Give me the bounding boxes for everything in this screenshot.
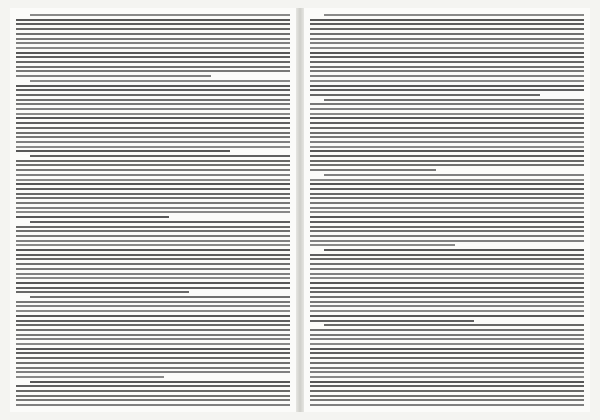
text-line <box>16 164 290 166</box>
text-line <box>310 371 584 373</box>
text-line <box>16 216 169 218</box>
text-line <box>16 320 290 322</box>
text-line <box>16 324 290 326</box>
text-line <box>310 66 584 68</box>
text-line <box>16 240 290 242</box>
text-line <box>16 277 290 279</box>
text-line <box>310 47 584 49</box>
text-line <box>16 291 189 293</box>
text-line <box>310 390 584 392</box>
text-line <box>16 108 290 110</box>
text-line <box>310 352 584 354</box>
text-line <box>16 160 290 162</box>
text-line <box>30 80 290 82</box>
text-line <box>310 33 584 35</box>
text-line <box>16 348 290 350</box>
text-line <box>310 146 584 148</box>
text-line <box>310 277 584 279</box>
text-line <box>310 117 584 119</box>
text-line <box>310 385 584 387</box>
text-line <box>16 282 290 284</box>
text-line <box>16 42 290 44</box>
text-line <box>310 343 584 345</box>
text-line <box>310 85 584 87</box>
text-line <box>16 343 290 345</box>
text-line <box>310 207 584 209</box>
right-page-text <box>310 14 584 394</box>
text-line <box>310 108 584 110</box>
text-line <box>310 169 436 171</box>
text-line <box>16 211 290 213</box>
text-line <box>16 56 290 58</box>
text-line <box>30 14 290 16</box>
text-line <box>16 235 290 237</box>
text-line <box>16 226 290 228</box>
text-line <box>310 226 584 228</box>
text-line <box>16 305 290 307</box>
text-line <box>310 211 584 213</box>
text-line <box>310 150 584 152</box>
text-line <box>310 258 584 260</box>
text-line <box>310 42 584 44</box>
text-line <box>16 141 290 143</box>
text-line <box>310 80 584 82</box>
text-line <box>310 263 584 265</box>
text-line <box>310 52 584 54</box>
text-line <box>16 329 290 331</box>
text-line <box>310 183 584 185</box>
text-line <box>310 164 584 166</box>
text-line <box>310 273 584 275</box>
text-line <box>310 395 584 397</box>
text-line <box>310 113 584 115</box>
text-line <box>324 14 584 16</box>
text-line <box>310 61 584 63</box>
text-line <box>310 136 584 138</box>
text-line <box>310 28 584 30</box>
text-line <box>16 23 290 25</box>
text-line <box>16 122 290 124</box>
text-line <box>16 273 290 275</box>
text-line <box>30 296 290 298</box>
text-line <box>310 376 584 378</box>
text-line <box>310 291 584 293</box>
text-line <box>16 287 290 289</box>
text-line <box>16 301 290 303</box>
text-line <box>310 132 584 134</box>
text-line <box>310 357 584 359</box>
text-line <box>16 230 290 232</box>
text-line <box>16 352 290 354</box>
text-line <box>310 103 584 105</box>
text-line <box>324 99 584 101</box>
text-line <box>16 89 290 91</box>
right-page <box>304 8 590 412</box>
text-line <box>310 221 584 223</box>
text-line <box>310 301 584 303</box>
text-line <box>310 179 584 181</box>
text-line <box>310 70 584 72</box>
text-line <box>310 193 584 195</box>
text-line <box>16 197 290 199</box>
text-line <box>310 89 584 91</box>
text-line <box>16 254 290 256</box>
text-line <box>16 179 290 181</box>
text-line <box>16 371 290 373</box>
text-line <box>16 70 290 72</box>
text-line <box>310 216 584 218</box>
text-line <box>16 94 290 96</box>
text-line <box>16 75 211 77</box>
text-line <box>324 249 584 251</box>
text-line <box>16 150 230 152</box>
text-line <box>16 334 290 336</box>
text-line <box>16 244 290 246</box>
text-line <box>16 395 290 397</box>
text-line <box>310 320 474 322</box>
text-line <box>324 324 584 326</box>
text-line <box>16 193 290 195</box>
text-line <box>30 155 290 157</box>
text-line <box>310 188 584 190</box>
text-line <box>310 23 584 25</box>
text-line <box>16 376 164 378</box>
text-line <box>310 127 584 129</box>
text-line <box>310 235 584 237</box>
text-line <box>16 338 290 340</box>
text-line <box>16 85 290 87</box>
text-line <box>16 19 290 21</box>
text-line <box>16 146 290 148</box>
text-line <box>16 169 290 171</box>
text-line <box>310 240 584 242</box>
text-line <box>16 385 290 387</box>
text-line <box>16 28 290 30</box>
text-line <box>310 282 584 284</box>
text-line <box>16 399 290 401</box>
text-line <box>16 117 290 119</box>
text-line <box>16 174 290 176</box>
text-line <box>16 52 290 54</box>
text-line <box>16 33 290 35</box>
text-line <box>16 61 290 63</box>
text-line <box>310 202 584 204</box>
text-line <box>16 207 290 209</box>
text-line <box>16 258 290 260</box>
text-line <box>310 310 584 312</box>
text-line <box>310 155 584 157</box>
text-line <box>310 254 584 256</box>
text-line <box>16 103 290 105</box>
text-line <box>310 38 584 40</box>
text-line <box>310 367 584 369</box>
text-line <box>310 381 584 383</box>
left-page <box>10 8 296 412</box>
text-line <box>16 183 290 185</box>
text-line <box>16 315 290 317</box>
text-line <box>310 19 584 21</box>
text-line <box>310 399 584 401</box>
text-line <box>310 348 584 350</box>
text-line <box>16 390 290 392</box>
text-line <box>16 249 290 251</box>
text-line <box>310 362 584 364</box>
text-line <box>310 141 584 143</box>
left-page-text <box>16 14 290 394</box>
text-line <box>310 75 584 77</box>
text-line <box>30 381 290 383</box>
text-line <box>16 263 290 265</box>
text-line <box>324 174 584 176</box>
text-line <box>16 136 290 138</box>
text-line <box>16 362 290 364</box>
text-line <box>16 310 290 312</box>
text-line <box>310 338 584 340</box>
text-line <box>310 315 584 317</box>
text-line <box>16 188 290 190</box>
text-line <box>16 113 290 115</box>
text-line <box>16 357 290 359</box>
text-line <box>310 122 584 124</box>
text-line <box>310 244 455 246</box>
text-line <box>310 305 584 307</box>
text-line <box>16 127 290 129</box>
text-line <box>16 367 290 369</box>
text-line <box>16 38 290 40</box>
text-line <box>310 230 584 232</box>
text-line <box>16 47 290 49</box>
text-line <box>310 268 584 270</box>
text-line <box>310 296 584 298</box>
text-line <box>310 94 540 96</box>
text-line <box>310 56 584 58</box>
text-line <box>310 160 584 162</box>
text-line <box>310 287 584 289</box>
text-line <box>16 268 290 270</box>
text-line <box>310 404 584 406</box>
book-gutter <box>296 8 304 412</box>
text-line <box>310 329 584 331</box>
text-line <box>30 221 290 223</box>
text-line <box>16 66 290 68</box>
text-line <box>310 334 584 336</box>
text-line <box>16 132 290 134</box>
text-line <box>310 197 584 199</box>
text-line <box>16 202 290 204</box>
text-line <box>16 99 290 101</box>
text-line <box>16 404 290 406</box>
